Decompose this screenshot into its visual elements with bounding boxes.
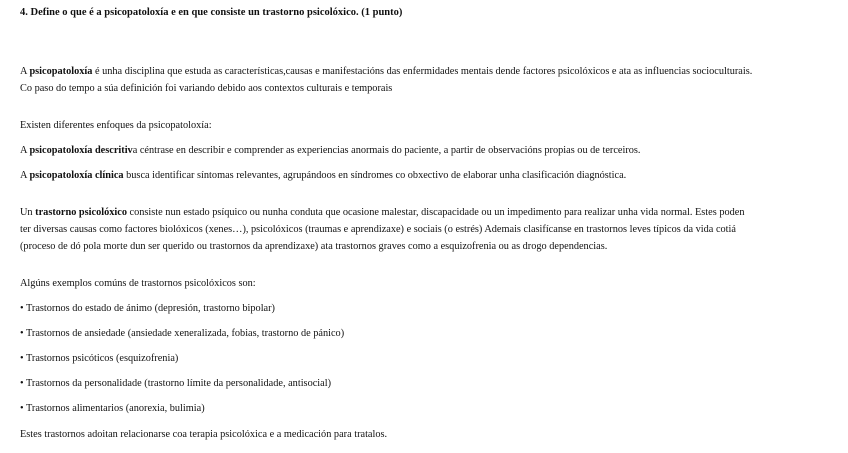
list-item: • Trastornos alimentarios (anorexia, bulimia)	[20, 403, 205, 414]
paragraph-clinical	[20, 169, 626, 182]
text-run: a céntrase en describir e comprender as experiencias anormais do paciente, a partir de observacións propias ou de terceiros.	[132, 145, 641, 156]
text-run: A	[20, 170, 30, 181]
bold-term-clinical: psicopatoloxía clínica	[29, 170, 124, 181]
paragraph-approaches: Existen diferentes enfoques da psicopatoloxía:	[20, 120, 212, 131]
question-heading: 4. Define o que é a psicopatoloxía e en que consiste un trastorno psicolóxico. (1 punto)	[20, 7, 403, 18]
text-run: A	[20, 66, 30, 77]
list-item: • Trastornos da personalidade (trastorno límite da personalidade, antisocial)	[20, 378, 332, 389]
paragraph-descriptive	[20, 144, 640, 157]
text-run: consiste nun estado psíquico ou nunha conduta que ocasione malestar, discapacidade ou un impedimento para realizar unha vida normal. Estes poden	[126, 207, 745, 218]
bold-term-disorder: trastorno psicolóxico	[35, 207, 127, 218]
list-item: • Trastornos psicóticos (esquizofrenia)	[20, 353, 179, 364]
bold-term-psicopatoloxia: psicopatoloxía	[29, 66, 93, 77]
paragraph-disorder-line3: (proceso de dó pola morte dun ser querido ou trastornos da aprendizaxe) ata trastornos graves como a esquizofrenia ou as drogo dependencias.	[20, 241, 608, 252]
paragraph-disorder-line2: ter diversas causas como factores biolóxicos (xenes…), psicolóxicos (traumas e aprendizaxe) e sociais (o estrés) Ademais clasifícanse en trastornos leves típicos da vida cotiá	[20, 224, 736, 235]
text-run: A	[20, 145, 30, 156]
text-run: Un	[20, 207, 36, 218]
list-item: • Trastornos de ansiedade (ansiedade xeneralizada, fobias, trastorno de pánico)	[20, 328, 345, 339]
text-run: busca identificar síntomas relevantes, agrupándoos en síndromes co obxectivo de elaborar unha clasificación diagnóstica.	[123, 170, 627, 181]
paragraph-examples-intro: Algúns exemplos comúns de trastornos psicolóxicos son:	[20, 278, 256, 289]
paragraph-definition-line2: Co paso do tempo a súa definición foi variando debido aos contextos culturais e temporais	[20, 83, 393, 94]
paragraph-disorder-line1	[20, 206, 744, 219]
paragraph-definition-line1	[20, 65, 752, 78]
list-item: • Trastornos do estado de ánimo (depresión, trastorno bipolar)	[20, 303, 275, 314]
bold-term-descriptive: psicopatoloxía descritiv	[29, 145, 133, 156]
paragraph-conclusion: Estes trastornos adoitan relacionarse coa terapia psicolóxica e a medicación para tratalos.	[20, 429, 388, 440]
text-run: é unha disciplina que estuda as características,causas e manifestacións das enfermidades mentais dende factores psicolóxicos e ata as influencias socioculturais.	[92, 66, 753, 77]
